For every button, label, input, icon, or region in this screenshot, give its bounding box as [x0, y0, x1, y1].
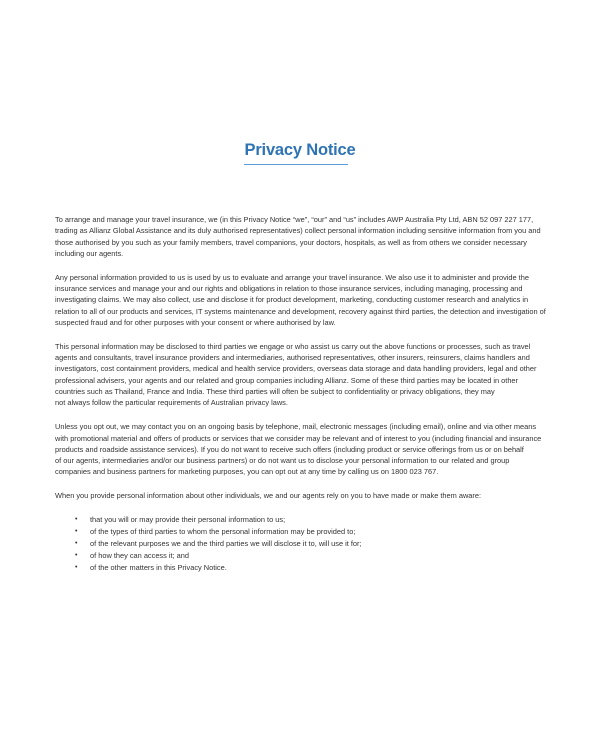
paragraph-group: [55, 214, 575, 502]
paragraph-line: not always follow the particular requirements of Australian privacy laws.: [55, 398, 288, 408]
bullet-icon: •: [75, 539, 78, 547]
paragraph-3: [55, 341, 575, 409]
paragraph-4: [55, 421, 575, 477]
paragraph-5: [55, 490, 575, 501]
list-item: [55, 526, 575, 538]
paragraph-line: with promotional material and offers of products or services that we consider may be relevant and of interest to you (including financial and insurance: [55, 433, 542, 443]
list-item-text: of the types of third parties to whom the personal information may be provided to;: [90, 527, 356, 537]
paragraph-line: investigating claims. We may also collect, use and disclose it for product development, marketing, conducting customer research and analytics in: [55, 295, 529, 305]
list-item: [55, 514, 575, 526]
bullet-icon: •: [75, 551, 78, 559]
list-item: [55, 550, 575, 562]
paragraph-line: agents and consultants, travel insurance providers and intermediaries, authorised representatives, other insurers, reinsurers, claims handlers and: [55, 353, 530, 363]
list-item-text: of the relevant purposes we and the third parties we will disclose it to, will use it for;: [90, 538, 362, 548]
paragraph-line: those authorised by you such as your family members, travel companions, your doctors, hospitals, as well as from others we consider necessary: [55, 237, 527, 247]
bullet-icon: •: [75, 528, 78, 536]
document-title: Privacy Notice: [244, 141, 356, 159]
paragraph-line: trading as Allianz Global Assistance and its duly authorised representatives) collect personal information including sensitive information from you and: [55, 226, 541, 236]
list-item-text: that you will or may provide their personal information to us;: [90, 515, 286, 525]
paragraph-line: companies and business partners for marketing purposes, you can opt out at any time by calling us on 1800 023 767.: [55, 467, 439, 477]
bullet-list: [55, 514, 575, 573]
list-item-text: of how they can access it; and: [90, 550, 190, 560]
paragraph-line: professional advisers, your agents and our related and group companies including Allianz. Some of these third parties may be located in other: [55, 375, 519, 385]
bullet-icon: •: [75, 516, 78, 524]
paragraph-line: To arrange and manage your travel insurance, we (in this Privacy Notice “we”, “our” and “us” includes AWP Australia Pty Ltd, ABN 52 097 227 177,: [55, 215, 534, 224]
paragraph-line: products and roadside assistance services). If you do not want to receive such offers (including product or service offerings from us or on behalf: [55, 444, 524, 454]
paragraph-line: This personal information may be disclosed to third parties we engage or who assist us carry out the above functions or processes, such as travel: [55, 341, 531, 351]
paragraph-line: Unless you opt out, we may contact you on an ongoing basis by telephone, mail, electronic messages (including email), online and via other means: [55, 422, 537, 432]
paragraph-line: countries such as Thailand, France and India. These third parties will often be subject to confidentiality or privacy obligations, they may: [55, 387, 495, 397]
list-item: [55, 538, 575, 550]
paragraph-line: suspected fraud and for other purposes with your consent or where authorised by law.: [55, 317, 336, 327]
list-item: [55, 562, 575, 574]
list-item-text: of the other matters in this Privacy Notice.: [90, 562, 227, 572]
title-underline: [244, 164, 348, 165]
bullet-icon: •: [75, 563, 78, 571]
paragraph-line: including our agents.: [55, 248, 124, 258]
paragraph-line: insurance services and manage your and our rights and obligations in relation to those insurance services, including managing, processing and: [55, 284, 523, 294]
paragraph-line: of our agents, intermediaries and/or our business partners) or do not want us to disclose your personal information to our related and group: [55, 456, 510, 466]
paragraph-line: relation to all of our products and services, IT systems maintenance and development, recovery against third parties, the detection and investigation of: [55, 306, 546, 316]
paragraph-2: [55, 272, 575, 328]
paragraph-line: investigators, cost containment providers, medical and health service providers, overseas data storage and data handling providers, legal and other: [55, 364, 537, 374]
paragraph-1: [55, 214, 575, 259]
paragraph-line: Any personal information provided to us is used by us to evaluate and arrange your travel insurance. We also use it to administer and provide the: [55, 272, 529, 282]
paragraph-line: When you provide personal information about other individuals, we and our agents rely on you to have made or make them aware:: [55, 491, 482, 501]
document-body: [55, 214, 575, 574]
